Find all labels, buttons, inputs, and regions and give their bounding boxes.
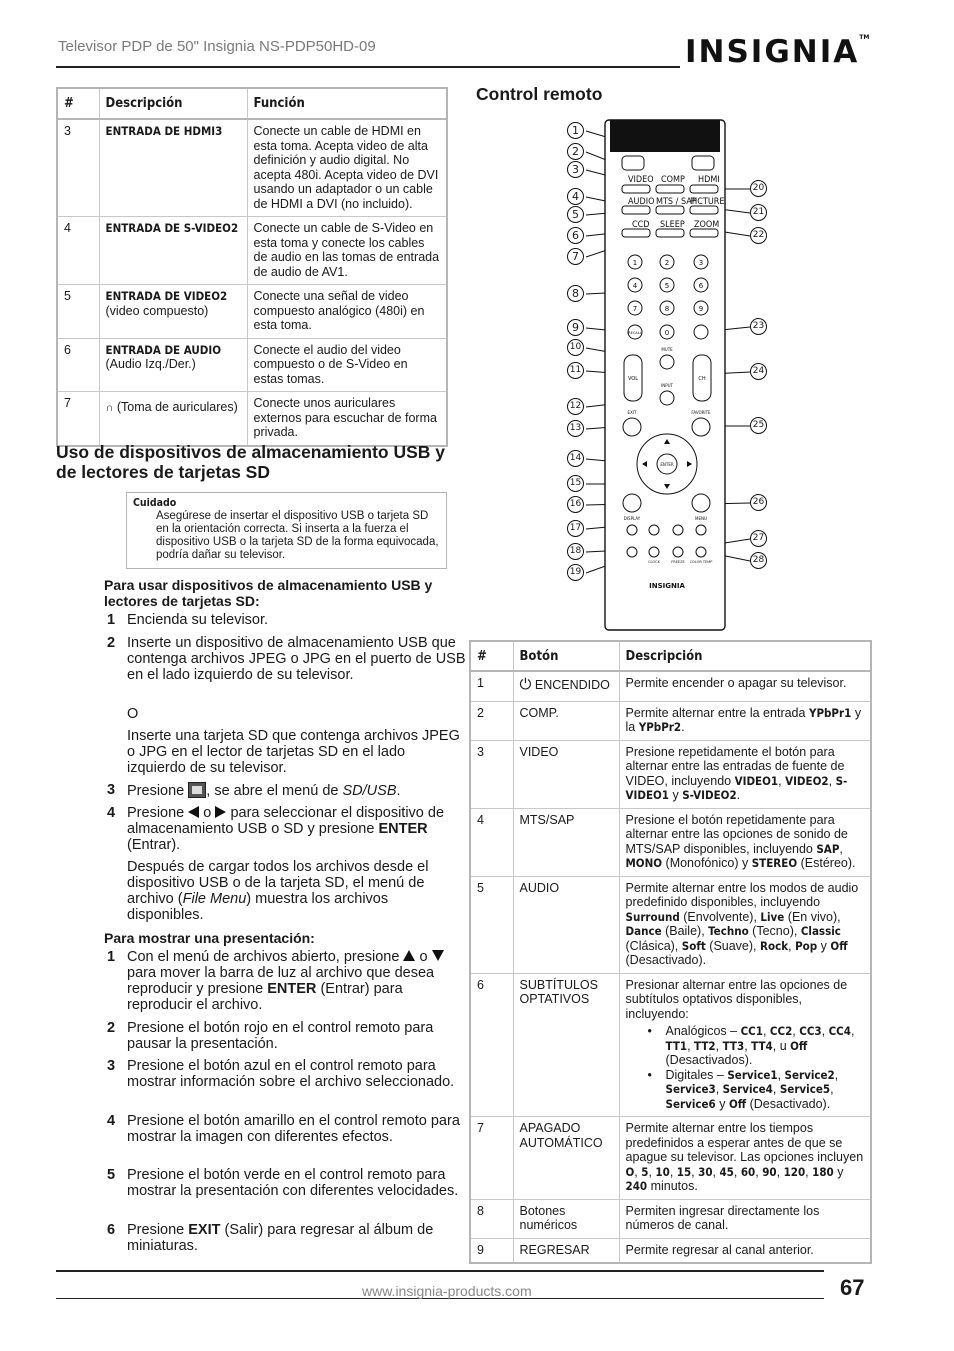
svg-text:ZOOM: ZOOM: [694, 220, 720, 230]
svg-text:INSIGNIA: INSIGNIA: [649, 582, 685, 590]
table-row: 9 REGRESAR Permite regresar al canal anterior.: [470, 1238, 871, 1263]
slideshow-step-5: 5 Presione el botón verde en el control remoto para mostrar la presentación con diferentes velocidades.: [107, 1167, 459, 1199]
slideshow-subheading: Para mostrar una presentación:: [104, 930, 315, 946]
usb-step-4: 4 Presione o para seleccionar el dispositivo de almacenamiento USB o SD y presione ENTER (Entrar).: [107, 805, 445, 853]
sd-usb-icon: [188, 782, 206, 798]
callout-6: 6: [567, 227, 584, 244]
svg-text:MENU: MENU: [695, 516, 707, 521]
table-row: 3 ENTRADA DE HDMI3 Conecte un cable de HDMI en esta toma. Acepta video de alta definición y audio digital. No acepta 480i. Acepta video de DVI usando un adaptador o un cable de HDMI a DVI (no incluido).: [57, 119, 447, 217]
svg-text:VIDEO: VIDEO: [628, 175, 654, 185]
remote-buttons-table: [469, 640, 872, 1264]
svg-text:FAVORITE: FAVORITE: [691, 410, 711, 415]
table-row: 3 VIDEO Presione repetidamente el botón para alternar entre las entradas de fuente de VIDEO, incluyendo VIDEO1, VIDEO2, S-VIDEO1 y S-VIDEO2.: [470, 740, 871, 808]
down-arrow-icon: [432, 950, 444, 961]
right-arrow-icon: [215, 806, 226, 818]
callout-12: 12: [567, 398, 584, 415]
callout-10: 10: [567, 339, 584, 356]
callout-21: 21: [750, 204, 767, 221]
remote-illustration: [560, 112, 780, 632]
slideshow-step-4: 4 Presione el botón amarillo en el control remoto para mostrar la imagen con diferentes efectos.: [107, 1113, 460, 1145]
svg-text:CH: CH: [698, 376, 706, 382]
svg-text:AUDIO: AUDIO: [628, 197, 655, 207]
slideshow-step-2: 2 Presione el botón rojo en el control remoto para pausar la presentación.: [107, 1020, 434, 1052]
footer-rule: [56, 1270, 824, 1272]
callout-16: 16: [567, 496, 584, 513]
svg-text:0: 0: [664, 329, 670, 337]
table-row: 2 COMP. Permite alternar entre la entrada YPbPr1 y la YPbPr2.: [470, 701, 871, 740]
callout-2: 2: [567, 143, 584, 160]
svg-text:EXIT: EXIT: [627, 410, 637, 415]
col-header-desc: Descripción: [99, 88, 247, 119]
svg-text:INPUT: INPUT: [661, 383, 673, 388]
callout-8: 8: [567, 285, 584, 302]
connections-table: [56, 87, 448, 447]
svg-text:CLOCK: CLOCK: [648, 560, 660, 564]
header-rule: [56, 66, 680, 68]
table-row: 1 ⏻ ENCENDIDO Permite encender o apagar su televisor.: [470, 671, 871, 701]
svg-text:2: 2: [664, 259, 670, 267]
svg-text:MTS / SAP: MTS / SAP: [656, 197, 697, 207]
usb-step-4-after: Después de cargar todos los archivos desde el dispositivo USB o de la tarjeta SD, el menú de archivo (File Menu) muestra los archivos disponibles.: [127, 859, 429, 923]
svg-text:9: 9: [698, 305, 704, 313]
usb-step-2-alt: Inserte una tarjeta SD que contenga archivos JPEG o JPG en el lector de tarjetas SD en el lado izquierdo de su televisor.: [127, 728, 460, 776]
callout-13: 13: [567, 420, 584, 437]
svg-text:6: 6: [698, 282, 704, 290]
caution-box: [126, 492, 447, 569]
col-header-button: Botón: [513, 641, 619, 671]
svg-text:MUTE: MUTE: [661, 347, 673, 352]
svg-text:VOL: VOL: [627, 376, 639, 382]
usb-step-2-or: O: [127, 706, 139, 722]
callout-9: 9: [567, 319, 584, 336]
usb-step-2: 2 Inserte un dispositivo de almacenamiento USB que contenga archivos JPEG o JPG en el puerto de USB en el lado izquierdo de su televisor.: [107, 635, 466, 683]
table-row: 4 ENTRADA DE S-VIDEO2 Conecte un cable de S-Video en esta toma y conecte los cables de audio en las tomas de entrada de audio de AV1.: [57, 217, 447, 285]
svg-text:3: 3: [698, 259, 704, 267]
svg-text:SLEEP: SLEEP: [660, 220, 685, 230]
callout-24: 24: [750, 363, 767, 380]
col-header-num: #: [470, 641, 513, 671]
col-header-num: #: [57, 88, 99, 119]
callout-28: 28: [750, 552, 767, 569]
remote-top-panel: [610, 120, 720, 152]
svg-text:4: 4: [632, 282, 638, 290]
table-row: 7 APAGADO AUTOMÁTICO Permite alternar entre los tiempos predefinidos a esperar antes de que se apague su televisor. Las opciones incluyen O, 5, 10, 15, 30, 45, 60, 90, 120, 180 y 240 minutos.: [470, 1117, 871, 1200]
running-header: Televisor PDP de 50" Insignia NS-PDP50HD-09: [58, 38, 376, 55]
callout-25: 25: [750, 417, 767, 434]
callout-1: 1: [567, 122, 584, 139]
table-row: 8 Botones numéricos Permiten ingresar directamente los números de canal.: [470, 1199, 871, 1238]
callout-3: 3: [567, 161, 584, 178]
svg-text:HDMI: HDMI: [698, 175, 720, 185]
headphone-icon: ∩: [105, 402, 114, 414]
callout-19: 19: [567, 564, 584, 581]
callout-17: 17: [567, 520, 584, 537]
caution-text: Asegúrese de insertar el dispositivo USB o tarjeta SD en la orientación correcta. Si inserta a la fuerza el dispositivo USB o la tarjeta SD de la forma equivocada, podría dañar su televisor.: [156, 510, 439, 561]
slideshow-step-1: 1 Con el menú de archivos abierto, presione o para mover la barra de luz al archivo que desea reproducir y presione ENTER (Entrar) para reproducir el archivo.: [127, 949, 467, 1013]
svg-text:5: 5: [664, 282, 670, 290]
callout-7: 7: [567, 248, 584, 265]
table-row: 5 AUDIO Permite alternar entre los modos de audio predefinido disponibles, incluyendo Surround (Envolvente), Live (En vivo), Dance (Baile), Techno (Tecno), Classic (Clásica), Soft (Suave), Rock, Pop y Off (Desactivado).: [470, 876, 871, 973]
table-row: 6 SUBTÍTULOS OPTATIVOS Presionar alternar entre las opciones de subtítulos optativos disponibles, incluyendo: • Analógicos – CC1, CC2, CC3, CC4, TT1, TT2, TT3, TT4, u Off (Desactivados). • Digitales – Service1, Service2, Service3, Service4, Service5, Service6 y Off (Desactivado).: [470, 973, 871, 1117]
remote-power-button: [692, 156, 714, 170]
svg-text:COMP: COMP: [661, 175, 685, 185]
slideshow-step-3: 3 Presione el botón azul en el control remoto para mostrar información sobre el archivo seleccionado.: [107, 1058, 455, 1090]
usb-section-heading: Uso de dispositivos de almacenamiento USB y de lectores de tarjetas SD: [56, 442, 445, 482]
svg-text:1: 1: [632, 259, 638, 267]
col-header-func: Función: [247, 88, 447, 119]
callout-23: 23: [750, 318, 767, 335]
callout-20: 20: [750, 180, 767, 197]
left-arrow-icon: [188, 806, 199, 818]
caution-label: Cuidado: [133, 497, 177, 509]
usb-step-3: 3 Presione , se abre el menú de SD/USB.: [107, 782, 401, 799]
page-number: 67: [840, 1275, 865, 1300]
callout-22: 22: [750, 227, 767, 244]
callout-15: 15: [567, 475, 584, 492]
up-arrow-icon: [403, 950, 415, 961]
callout-11: 11: [567, 362, 584, 379]
callout-14: 14: [567, 450, 584, 467]
slideshow-step-6: 6 Presione EXIT (Salir) para regresar al álbum de miniaturas.: [107, 1222, 434, 1254]
svg-text:7: 7: [632, 305, 638, 313]
callout-27: 27: [750, 530, 767, 547]
callout-26: 26: [750, 494, 767, 511]
svg-text:FREEZE: FREEZE: [671, 560, 685, 564]
remote-heading: Control remoto: [476, 84, 603, 104]
callout-18: 18: [567, 543, 584, 560]
insignia-logo: INSIGNIA™: [685, 34, 870, 70]
power-icon: ⏻: [519, 676, 532, 693]
usb-subheading: Para usar dispositivos de almacenamiento USB y lectores de tarjetas SD:: [104, 577, 433, 609]
svg-text:RECALL: RECALL: [628, 331, 642, 335]
svg-text:CCD: CCD: [632, 220, 650, 230]
footer-url: www.insignia-products.com: [362, 1283, 532, 1299]
svg-text:8: 8: [664, 305, 670, 313]
table-row: 4 MTS/SAP Presione el botón repetidamente para alternar entre las opciones de sonido de MTS/SAP disponibles, incluyendo SAP, MONO (Monofónico) y STEREO (Estéreo).: [470, 808, 871, 876]
callout-4: 4: [567, 188, 584, 205]
callout-5: 5: [567, 206, 584, 223]
usb-step-1: 1 Encienda su televisor.: [107, 612, 269, 628]
svg-text:PICTURE: PICTURE: [690, 197, 725, 207]
table-row: 5 ENTRADA DE VIDEO2 (video compuesto) Conecte una señal de video compuesto analógico (480i) en esta toma.: [57, 285, 447, 339]
table-row: 7 ∩ (Toma de auriculares) Conecte unos auriculares externos para escuchar de forma privada.: [57, 392, 447, 446]
svg-text:DISPLAY: DISPLAY: [623, 516, 641, 521]
svg-text:ENTER: ENTER: [660, 462, 674, 467]
svg-text:COLOR TEMP: COLOR TEMP: [689, 560, 713, 564]
col-header-description: Descripción: [619, 641, 871, 671]
table-row: 6 ENTRADA DE AUDIO (Audio Izq./Der.) Conecte el audio del video compuesto o de S-Video en estas tomas.: [57, 338, 447, 392]
